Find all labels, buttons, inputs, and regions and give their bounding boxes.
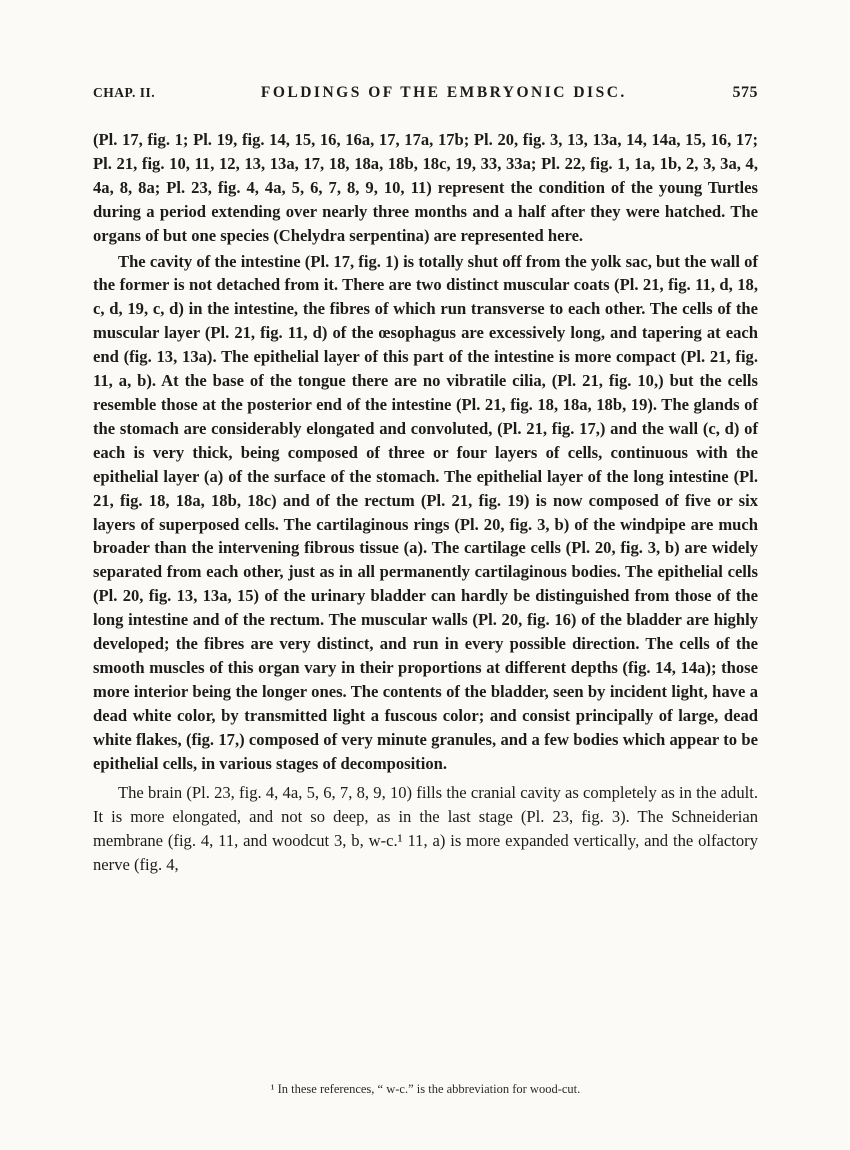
paragraph-2: The cavity of the intestine (Pl. 17, fig. 1) is totally shut off from the yolk sac, but the wall of the former is not detached from it. There are two distinct muscular coats (Pl. 21, fig. 11, d, 18, c, d, 19, c, d) in the intestine, the fibres of which run transverse to each other. The cells of the muscular layer (Pl. 21, fig. 11, d) of the œsophagus are excessively long, and tapering at each end (fig. 13, 13a). The epithelial layer of this part of the intestine is more compact (Pl. 21, fig. 11, a, b). At the base of the tongue there are no vibratile cilia, (Pl. 21, fig. 10,) but the cells resemble those at the posterior end of the intestine (Pl. 21, fig. 18, 18a, 18b, 19). The glands of the stomach are considerably elongated and convoluted, (Pl. 21, fig. 17,) and the wall (c, d) of each is very thick, being composed of three or four layers of cells, continuous with the epithelial layer (a) of the surface of the stomach. The epithelial layer of the long intestine (Pl. 21, fig. 18, 18a, 18b, 18c) and of the rectum (Pl. 21, fig. 19) is now composed of five or six layers of superposed cells. The cartilaginous rings (Pl. 20, fig. 3, b) of the windpipe are much broader than the intervening fibrous tissue (a). The cartilage cells (Pl. 20, fig. 3, b) are widely separated from each other, just as in all permanently cartilaginous bodies. The epithelial cells (Pl. 20, fig. 13, 13a, 15) of the urinary bladder can hardly be distinguished from those of the long intestine and of the rectum. The muscular walls (Pl. 20, fig. 16) of the bladder are highly developed; the fibres are very distinct, and run in every possible direction. The cells of the smooth muscles of this organ vary in their proportions at different depths (fig. 14, 14a); those more interior being the longer ones. The contents of the bladder, seen by incident light, have a dead white color, by transmitted light a fuscous color; and consist principally of large, dead white flakes, (fig. 17,) composed of very minute granules, and a few bodies which appear to be epithelial cells, in various stages of decomposition.: [93, 251, 758, 773]
body-text: [93, 128, 758, 877]
running-header: [93, 84, 758, 120]
page-number: 575: [732, 84, 758, 101]
page: [93, 84, 758, 877]
running-title: FOLDINGS OF THE EMBRYONIC DISC.: [260, 84, 627, 101]
paragraph-1: (Pl. 17, fig. 1; Pl. 19, fig. 14, 15, 16, 16a, 17, 17a, 17b; Pl. 20, fig. 3, 13, 13a, 14, 14a, 15, 16, 17; Pl. 21, fig. 10, 11, 12, 13, 13a, 17, 18, 18a, 18b, 18c, 19, 33, 33a; Pl. 22, fig. 1, 1a, 1b, 2, 3, 3a, 4, 4a, 8, 8a; Pl. 23, fig. 4, 4a, 5, 6, 7, 8, 9, 10, 11) represent the condition of the young Turtles during a period extending over nearly three months and a half after they were hatched. The organs of but one species (Chelydra serpentina) are represented here.: [93, 130, 758, 245]
chapter-label: CHAP. II.: [93, 85, 156, 100]
paragraph-3: The brain (Pl. 23, fig. 4, 4a, 5, 6, 7, 8, 9, 10) fills the cranial cavity as completely as in the adult. It is more elongated, and not so deep, as in the last stage (Pl. 23, fig. 3). The Schneiderian membrane (fig. 4, 11, and woodcut 3, b, w-c.¹ 11, a) is more expanded vertically, and the olfactory nerve (fig. 4,: [93, 783, 758, 875]
footnote: ¹ In these references, “ w-c.” is the abbreviation for wood-cut.: [270, 1082, 581, 1096]
